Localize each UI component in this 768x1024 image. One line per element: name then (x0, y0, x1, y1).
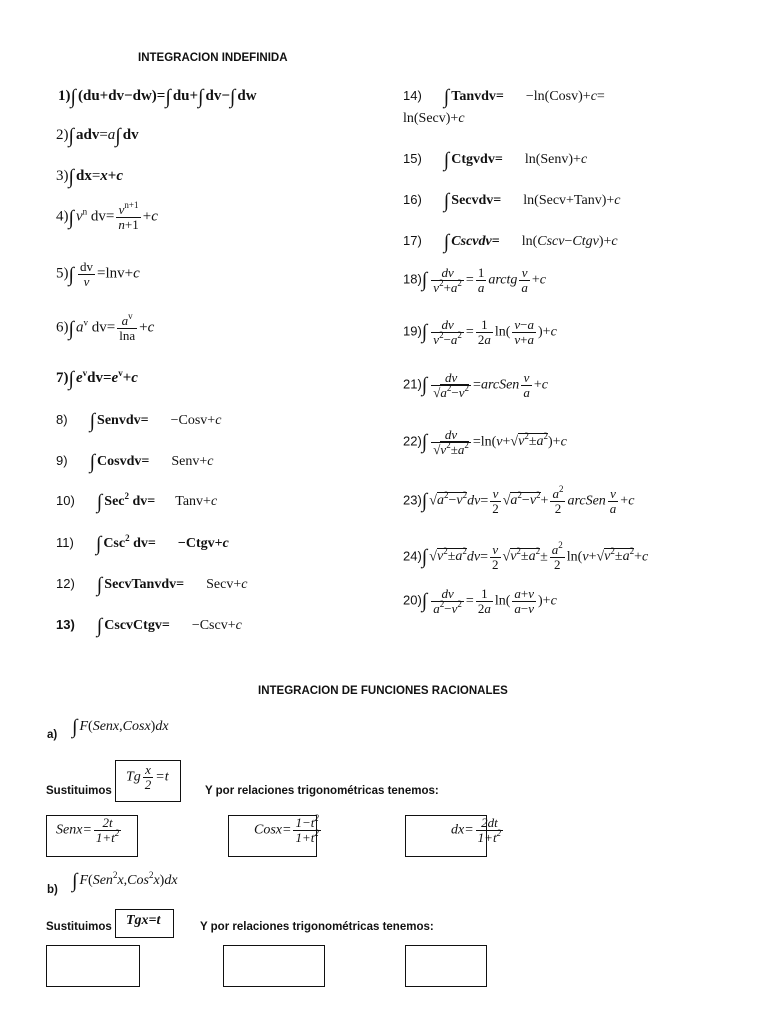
empty-box-1 (46, 945, 140, 987)
formula-5: 5)∫ $\frac{dv}{v}$ =lnv+c (56, 259, 140, 289)
formula-7: 7)∫ $e^vdv=e^v+c$ (56, 368, 138, 390)
formula-20: 20)∫ $\frac{dv}{a^2-v^2}$ = $\frac{1}{2a}$ ln( $\frac{a+v}{a-v}$ )+c (403, 586, 557, 616)
formula-15: 15) ∫ Ctgvdv= ln(Senv)+c (403, 149, 588, 171)
section-title-indefinida: INTEGRACION INDEFINIDA (138, 52, 288, 64)
empty-box-2 (223, 945, 325, 987)
label-relaciones-a: Y por relaciones trigonométricas tenemos: (205, 785, 439, 797)
formula-3: 3)∫ dx=x+c (56, 166, 124, 188)
formula-12: 12) ∫ SecvTanvdv= Secv+c (56, 574, 248, 596)
formula-8: 8) ∫ Senvdv= −Cosv+c (56, 410, 222, 432)
formula-19: 19)∫ $\frac{dv}{v^2-a^2}$ = $\frac{1}{2a}$ ln( $\frac{v-a}{v+a}$ )+c (403, 317, 557, 347)
formula-11: 11) ∫ Csc$^2$ dv= −Ctgv+c (56, 533, 229, 555)
section-title-racionales: INTEGRACION DE FUNCIONES RACIONALES (258, 685, 508, 697)
formula-22: 22)∫ $\frac{dv}{√v^2\pm a^2}$ $=\ln(v+√v^2\pm a^2)+c$ (403, 427, 567, 457)
integral-b: ∫ F(Sen$^2$x,Cos$^2$x)dx (72, 870, 178, 892)
formula-9: 9) ∫ Cosvdv= Senv+c (56, 451, 214, 473)
sen-formula: Senx= $\frac{2t}{1+t^2}$ (56, 815, 120, 845)
formula-18: 18)∫ $\frac{dv}{v^2+a^2}$ = $\frac{1}{a}$ arctg $\frac{v}{a}$ +c (403, 265, 546, 295)
formula-6: 6)∫ $a^v$ dv= $\frac{a^v}{\ln a}$ +c (56, 311, 155, 343)
formula-2: 2)∫ adv=a∫ dv (56, 125, 139, 147)
formula-14: 14) ∫ Tanvdv= −ln(Cosv)+c= (403, 86, 605, 108)
cos-formula: Cosx= $\frac{1-t^2}{1+t^2}$ (254, 813, 319, 845)
label-a: a) (47, 729, 58, 741)
label-sustituimos-b: Sustituimos (46, 921, 112, 933)
formula-10: 10) ∫ Sec$^2$ dv= Tanv+c (56, 491, 218, 513)
dx-formula: dx= $\frac{2dt}{1+t^2}$ (451, 815, 502, 845)
empty-box-3 (405, 945, 487, 987)
label-b: b) (47, 884, 58, 896)
sub-a: Tg $\frac{x}{2}$ =t (126, 762, 169, 792)
integral-a: ∫ F(Senx,Cosx)dx (72, 716, 169, 738)
sub-b: Tgx=t (126, 913, 161, 928)
formula-14-cont: ln(Secv)+c (403, 111, 465, 126)
formula-1: 1)∫ (du+dv−dw)=∫ du+∫ dv−∫ dw (58, 86, 257, 108)
formula-21: 21)∫ $\frac{dv}{√a^2-v^2}$ =arcSen $\frac{v}{a}$ +c (403, 370, 548, 400)
formula-17: 17) ∫ Cscvdv= ln(Cscv−Ctgv)+c (403, 231, 618, 253)
formula-24: 24)∫ $√v^2\pm a^2dv=$ $\frac{v}{2}$ $√v^2\pm a^2\pm$ $\frac{a^2}{2}$ $\ln(v+√v^2\pm a^2+c$ (403, 540, 649, 572)
formula-16: 16) ∫ Secvdv= ln(Secv+Tanv)+c (403, 190, 621, 212)
formula-23: 23)∫ $√a^2-v^2dv=$ $\frac{v}{2}$ $√a^2-v^2+$ $\frac{a^2}{2}$ arcSen $\frac{v}{a}$ +c (403, 484, 635, 516)
label-sustituimos-a: Sustituimos (46, 785, 112, 797)
formula-4: 4)∫ $v^n$ dv= $\frac{v^{n+1}}{n+1}$ +c (56, 200, 158, 232)
label-relaciones-b: Y por relaciones trigonométricas tenemos: (200, 921, 434, 933)
formula-13: 13) ∫ CscvCtgv= −Cscv+c (56, 615, 242, 637)
